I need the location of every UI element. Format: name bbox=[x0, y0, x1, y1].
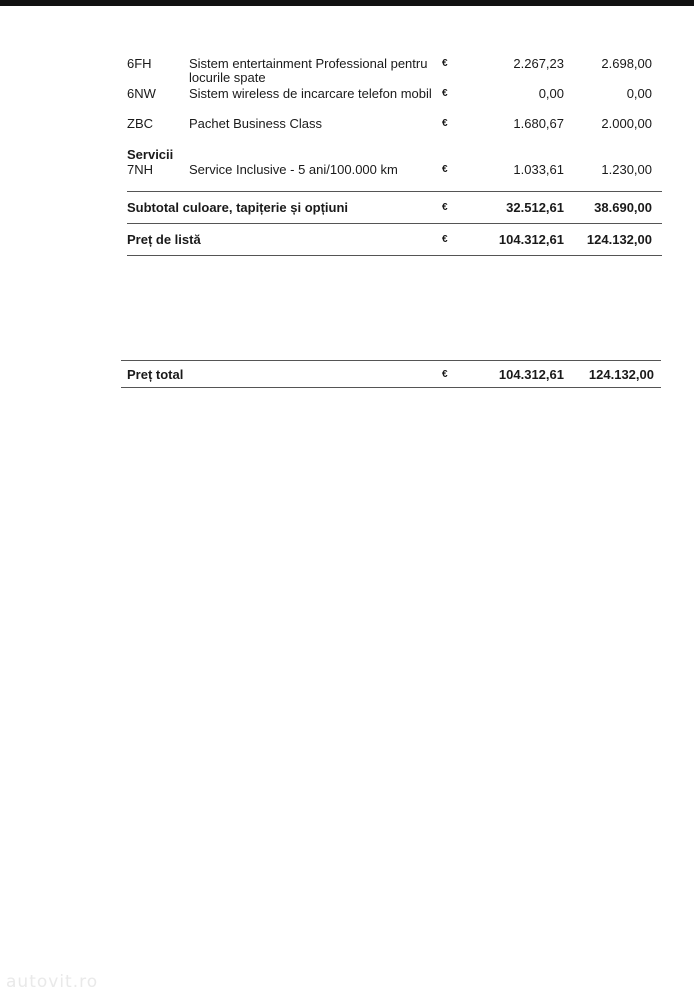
divider bbox=[127, 255, 662, 256]
option-code: ZBC bbox=[127, 116, 153, 131]
option-description: Sistem wireless de incarcare telefon mobil bbox=[189, 86, 432, 101]
gross-price: 0,00 bbox=[626, 86, 652, 101]
list-price-label: Preț de listă bbox=[127, 232, 201, 247]
gross-price: 1.230,00 bbox=[601, 162, 652, 177]
option-description: Sistem entertainment Professional pentru locurile spate bbox=[189, 56, 428, 85]
currency-symbol: € bbox=[442, 58, 448, 69]
divider bbox=[121, 387, 661, 388]
service-description: Service Inclusive - 5 ani/100.000 km bbox=[189, 162, 398, 177]
currency-symbol: € bbox=[442, 164, 448, 175]
currency-symbol: € bbox=[442, 88, 448, 99]
total-label: Preț total bbox=[127, 367, 184, 382]
section-title-services: Servicii bbox=[127, 147, 174, 162]
net-price: 0,00 bbox=[538, 86, 564, 101]
gross-price: 2.698,00 bbox=[601, 56, 652, 71]
service-code: 7NH bbox=[127, 162, 154, 177]
divider bbox=[127, 191, 662, 192]
list-price-net: 104.312,61 bbox=[498, 232, 564, 247]
net-price: 1.033,61 bbox=[513, 162, 564, 177]
option-description: Pachet Business Class bbox=[189, 116, 322, 131]
currency-symbol: € bbox=[442, 369, 448, 380]
currency-symbol: € bbox=[442, 202, 448, 213]
watermark: autovit.ro bbox=[6, 972, 99, 992]
option-code: 6NW bbox=[127, 86, 156, 101]
total-gross: 124.132,00 bbox=[588, 367, 654, 382]
divider bbox=[121, 360, 661, 361]
currency-symbol: € bbox=[442, 234, 448, 245]
subtotal-label: Subtotal culoare, tapițerie și opțiuni bbox=[127, 200, 349, 215]
subtotal-net: 32.512,61 bbox=[506, 200, 564, 215]
total-net: 104.312,61 bbox=[498, 367, 564, 382]
top-bar bbox=[0, 0, 694, 6]
net-price: 2.267,23 bbox=[513, 56, 564, 71]
option-code: 6FH bbox=[127, 56, 152, 71]
subtotal-gross: 38.690,00 bbox=[594, 200, 652, 215]
net-price: 1.680,67 bbox=[513, 116, 564, 131]
currency-symbol: € bbox=[442, 118, 448, 129]
divider bbox=[127, 223, 662, 224]
gross-price: 2.000,00 bbox=[601, 116, 652, 131]
list-price-gross: 124.132,00 bbox=[586, 232, 652, 247]
